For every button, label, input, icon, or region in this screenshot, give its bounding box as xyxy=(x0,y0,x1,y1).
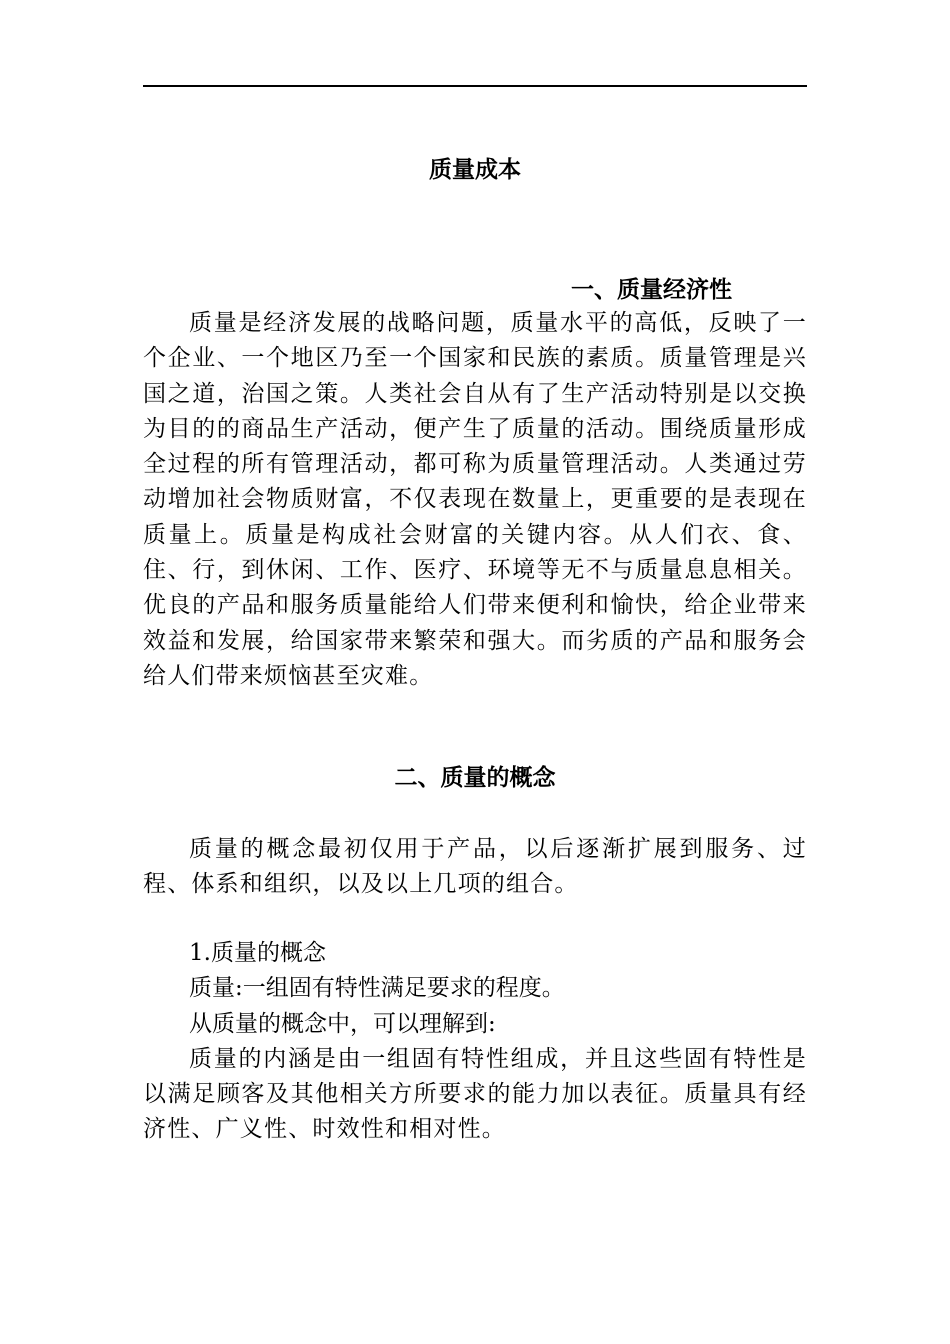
lead-line: 从质量的概念中，可以理解到: xyxy=(189,1010,496,1037)
subsection-heading: 1.质量的概念 xyxy=(189,940,326,966)
section-quality-concept xyxy=(143,762,807,794)
section-paragraph: 质量的概念最初仅用于产品，以后逐渐扩展到服务、过程、体系和组织，以及以上几项的组合。 xyxy=(143,836,807,898)
definition-line: 质量:一组固有特性满足要求的程度。 xyxy=(189,975,565,1002)
concept-intro xyxy=(143,832,807,903)
page-title: 质量成本 xyxy=(429,156,521,183)
subsection-paragraph: 质量的内涵是由一组固有特性组成，并且这些固有特性是以满足顾客及其他相关方所要求的能力加以表征。质量具有经济性、广义性、时效性和相对性。 xyxy=(143,1045,807,1143)
section-quality-economics xyxy=(143,274,807,694)
header-rule xyxy=(143,85,807,87)
section-heading: 一、质量经济性 xyxy=(571,276,732,303)
subsection-quality-concept xyxy=(143,936,807,1148)
section-heading: 二、质量的概念 xyxy=(394,764,556,791)
section-paragraph: 质量是经济发展的战略问题，质量水平的高低，反映了一个企业、一个地区乃至一个国家和民族的素质。质量管理是兴国之道，治国之策。人类社会自从有了生产活动特别是以交换为目的的商品生产活动，便产生了质量的活动。围绕质量形成全过程的所有管理活动，都可称为质量管理活动。人类通过劳动增加社会物质财富，不仅表现在数量上，更重要的是表现在质量上。质量是构成社会财富的关键内容。从人们衣、食、住、行，到休闲、工作、医疗、环境等无不与质量息息相关。优良的产品和服务质量能给人们带来便利和愉快，给企业带来效益和发展，给国家带来繁荣和强大。而劣质的产品和服务会给人们带来烦恼甚至灾难。 xyxy=(143,310,807,689)
